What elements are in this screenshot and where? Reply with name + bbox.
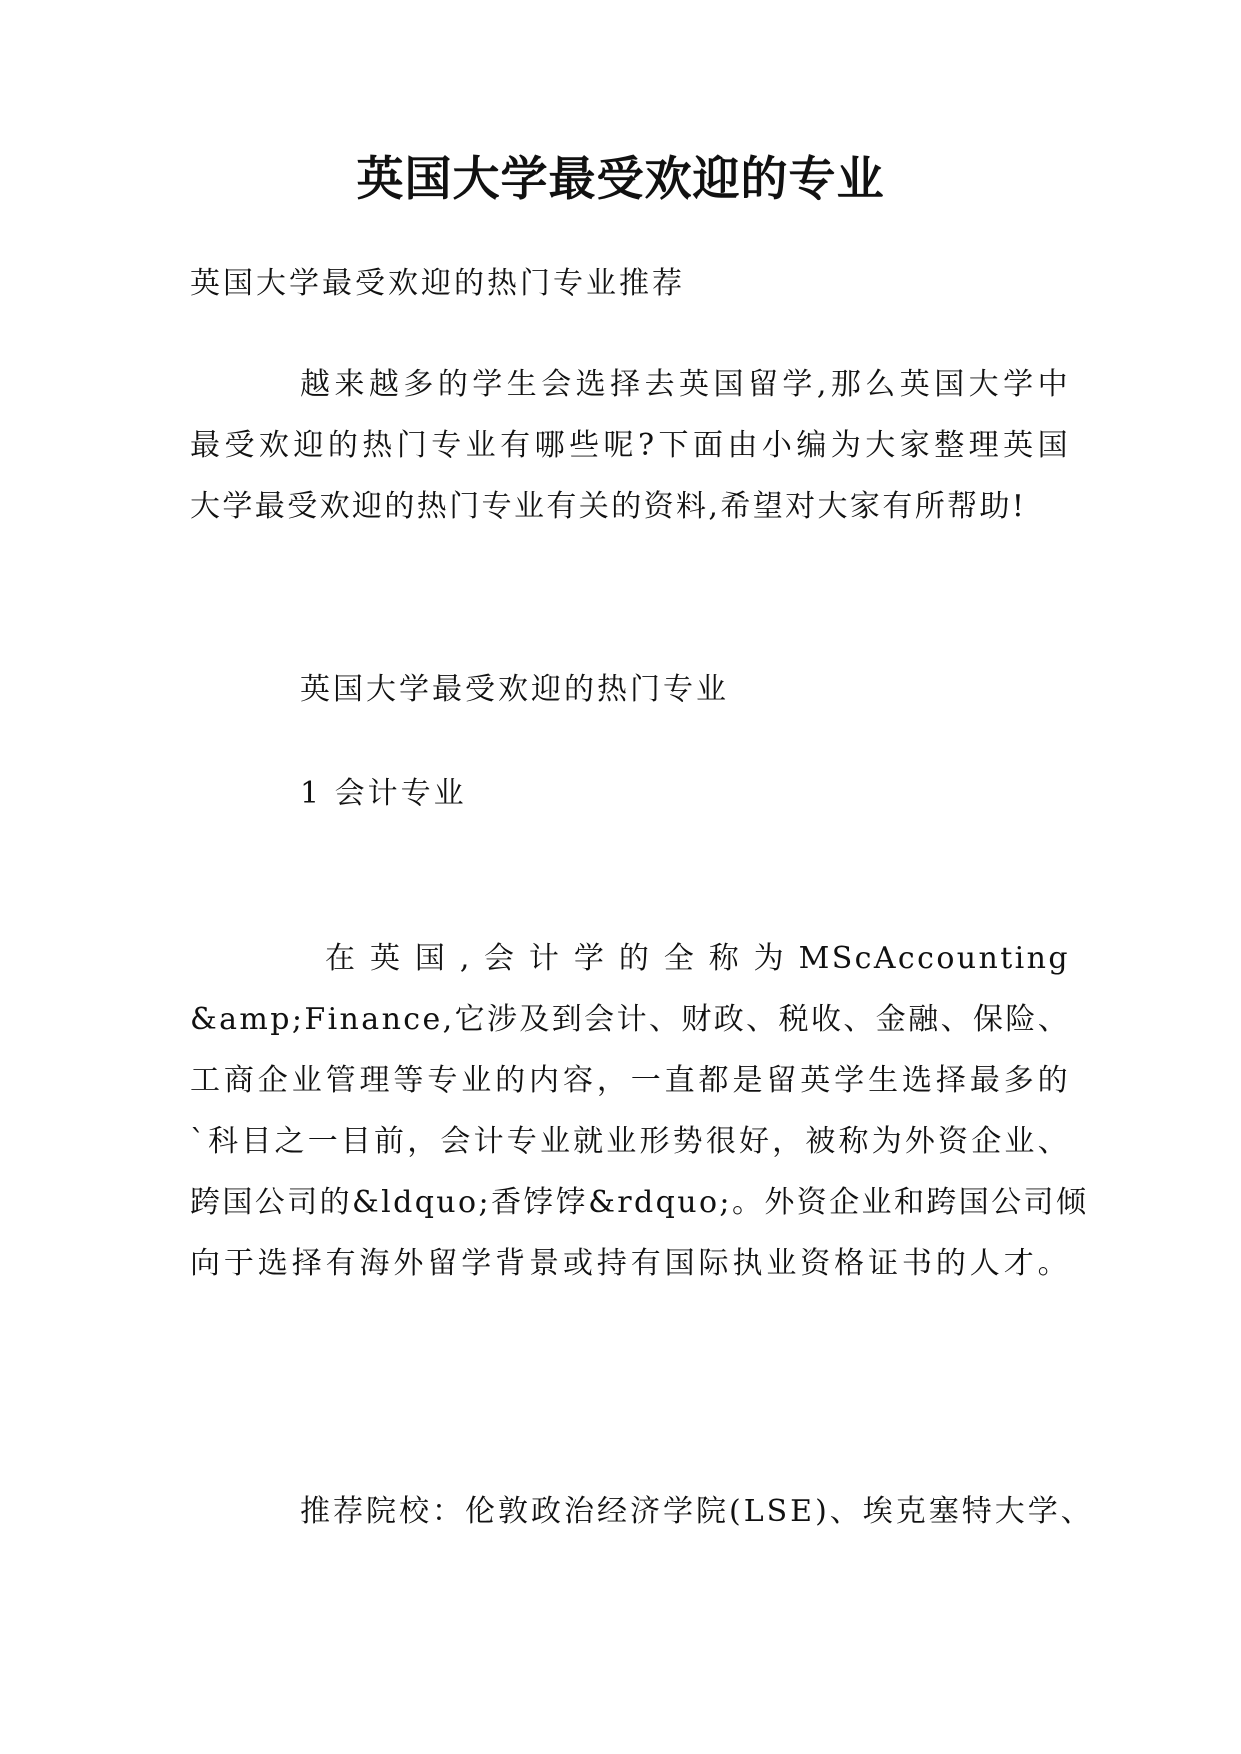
- intro-paragraph: [190, 354, 1070, 537]
- document-title: 英国大学最受欢迎的专业: [356, 152, 885, 207]
- accounting-line: 跨国公司的&ldquo;香饽饽&rdquo;。外资企业和跨国公司倾: [190, 1185, 1089, 1220]
- section-heading: 英国大学最受欢迎的热门专业: [300, 672, 729, 707]
- accounting-line: &amp;Finance,它涉及到会计、财政、税收、金融、保险、: [190, 1002, 1071, 1037]
- accounting-line: 在 英 国 , 会 计 学 的 全 称 为 MScAccounting: [325, 941, 1070, 976]
- item-heading: 1 会计专业: [300, 776, 467, 811]
- intro-line: 大学最受欢迎的热门专业有关的资料,希望对大家有所帮助!: [190, 489, 1027, 524]
- intro-line: 越来越多的学生会选择去英国留学,那么英国大学中: [300, 367, 1070, 402]
- accounting-paragraph: [190, 928, 1089, 1294]
- intro-line: 最受欢迎的热门专业有哪些呢?下面由小编为大家整理英国: [190, 428, 1070, 463]
- accounting-line: 工商企业管理等专业的内容，一直都是留英学生选择最多的: [190, 1063, 1070, 1098]
- accounting-line: `科目之一目前，会计专业就业形势很好，被称为外资企业、: [190, 1124, 1070, 1159]
- accounting-line: 向于选择有海外留学背景或持有国际执业资格证书的人才。: [190, 1246, 1070, 1281]
- document-subtitle: 英国大学最受欢迎的热门专业推荐: [190, 266, 685, 301]
- recommend-line: 推荐院校：伦敦政治经济学院(LSE)、埃克塞特大学、: [300, 1494, 1094, 1529]
